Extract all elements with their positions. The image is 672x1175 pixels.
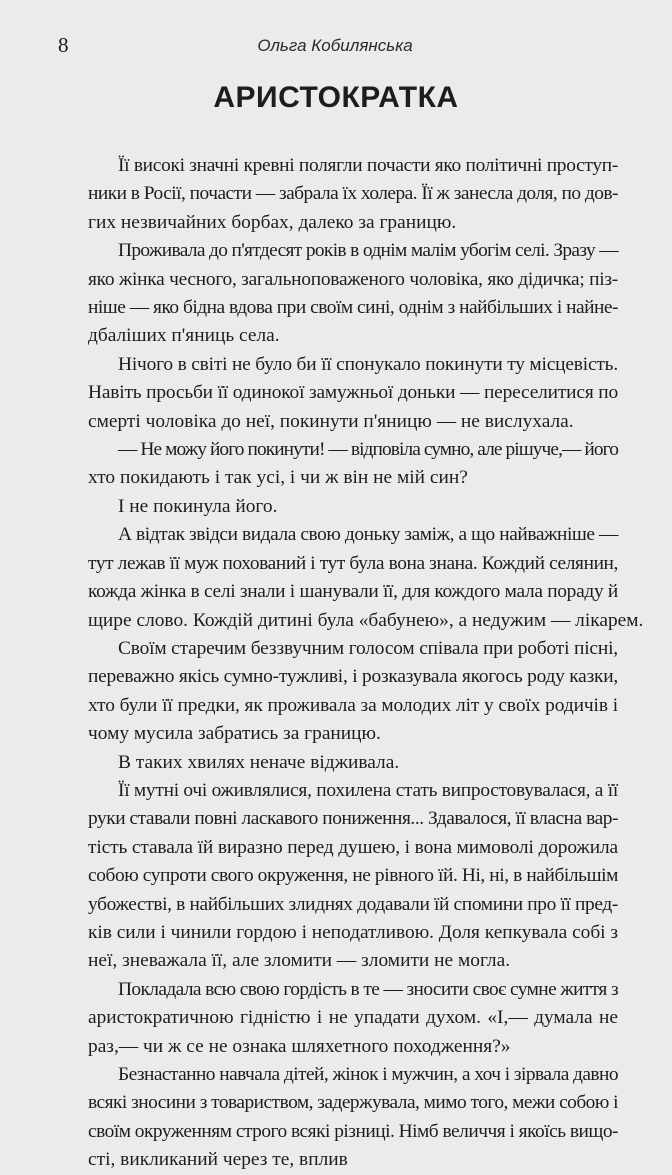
text-line: собою супроти свого окруження, не рівного їй. Ні, ні, в найбільшім [88,865,618,887]
text-line: Навіть просьби її одинокої замужньої доньки — переселитися по [88,382,618,404]
text-line: — Не можу його покинути! — відповіла сумно, але рішуче,— його [118,439,618,461]
page-header [58,32,612,58]
text-line: раз,— чи ж се не ознака шляхетного походження?» [88,1035,511,1057]
text-line: В таких хвилях неначе відживала. [118,751,400,773]
text-line: Нічого в світі не було би її спонукало покинути ту місцевість. [118,353,618,375]
paragraph [58,493,618,521]
text-line: своїм окруженням строго всякі різниці. Німб величчя і якоїсь вищо- [88,1120,618,1142]
paragraph [58,777,618,976]
text-line: тут лежав її муж похований і тут була вона знана. Кождий селянин, [88,552,618,574]
text-line: убожестві, в найбільших злиднях додавали їй спомини про її пред- [88,893,618,915]
text-line: Безнастанно навчала дітей, жінок і мужчин, а хоч і зірвала давно [118,1064,618,1085]
story-title: АРИСТОКРАТКА [213,81,459,114]
text-line: щире слово. Кождій дитині була «бабунею», а недужим — лікарем. [88,609,644,631]
paragraph [58,1061,618,1175]
text-line: ники в Росії, почасти — забрала їх холера. Її ж занесла доля, по дов- [88,183,618,205]
text-line: кожда жінка в селі знали і шанували її, для кождого мала пораду й [88,581,618,603]
running-head-author: Ольга Кобилянська [257,36,413,55]
text-line: руки ставали повні ласкавого пониження... Здавалося, її власна вар- [88,808,618,830]
text-line: гих незвичайних борбах, далеко за границю. [88,211,457,233]
text-line: аристократичною гідністю і не упадати духом. «І,— думала не [88,1007,618,1029]
text-line: сті, викликаний через те, вплив [88,1149,348,1171]
text-line: неї, зневажала її, але зломити — зломити не могла. [88,950,511,972]
paragraph [58,351,618,436]
text-line: Своїм старечим беззвучним голосом співала при роботі пісні, [118,637,618,659]
paragraph [58,749,618,777]
text-line: хто покидають і так усі, і чи ж він не мій син? [88,467,468,489]
text-line: А відтак звідси видала свою доньку заміж, а що найважніше — [118,524,618,546]
paragraph [58,152,618,237]
story-text [58,152,644,1175]
text-line: І не покинула його. [118,495,278,517]
paragraph [58,635,618,749]
paragraph [58,521,644,635]
text-line: хто були її предки, як проживала за молодих літ у своїх родичів і [88,694,618,716]
text-line: Її високі значні кревні полягли почасти яко політичні проступ- [118,155,618,176]
text-line: переважно якісь сумно-тужливі, і розказувала якогось роду казки, [88,666,618,688]
text-line: чому мусила забратись за границю. [88,723,381,745]
text-line: всякі зносини з товариством, задержувала, мимо того, межи собою і [88,1092,618,1114]
paragraph [58,237,618,351]
text-line: яко жінка чесного, загальноповаженого чоловіка, яко дідичка; пiз- [88,268,618,290]
text-line: ніше — яко бідна вдова при своїм сині, однім з найбільших і найне- [88,297,618,319]
text-line: Її мутні очі оживлялися, похилена стать випростовувалася, а її [118,779,618,801]
text-line: смерті чоловіка до неї, покинути п'яницю — не вислухала. [88,410,574,432]
text-line: ків сили і чинили гордою і неподатливою. Доля кепкувала собі з [88,921,618,943]
page-number: 8 [58,33,69,57]
paragraph [58,976,618,1061]
text-line: Покладала всю свою гордість в те — зносити своє сумне життя з [118,978,618,1000]
text-line: Проживала до п'ятдесят років в однім малім убогім селі. Зразу — [118,240,618,262]
paragraph [58,436,618,493]
text-line: тість ставала їй виразно перед душею, і вона мимоволі дорожила [88,836,618,858]
text-line: дбаліших п'яниць села. [88,325,280,347]
